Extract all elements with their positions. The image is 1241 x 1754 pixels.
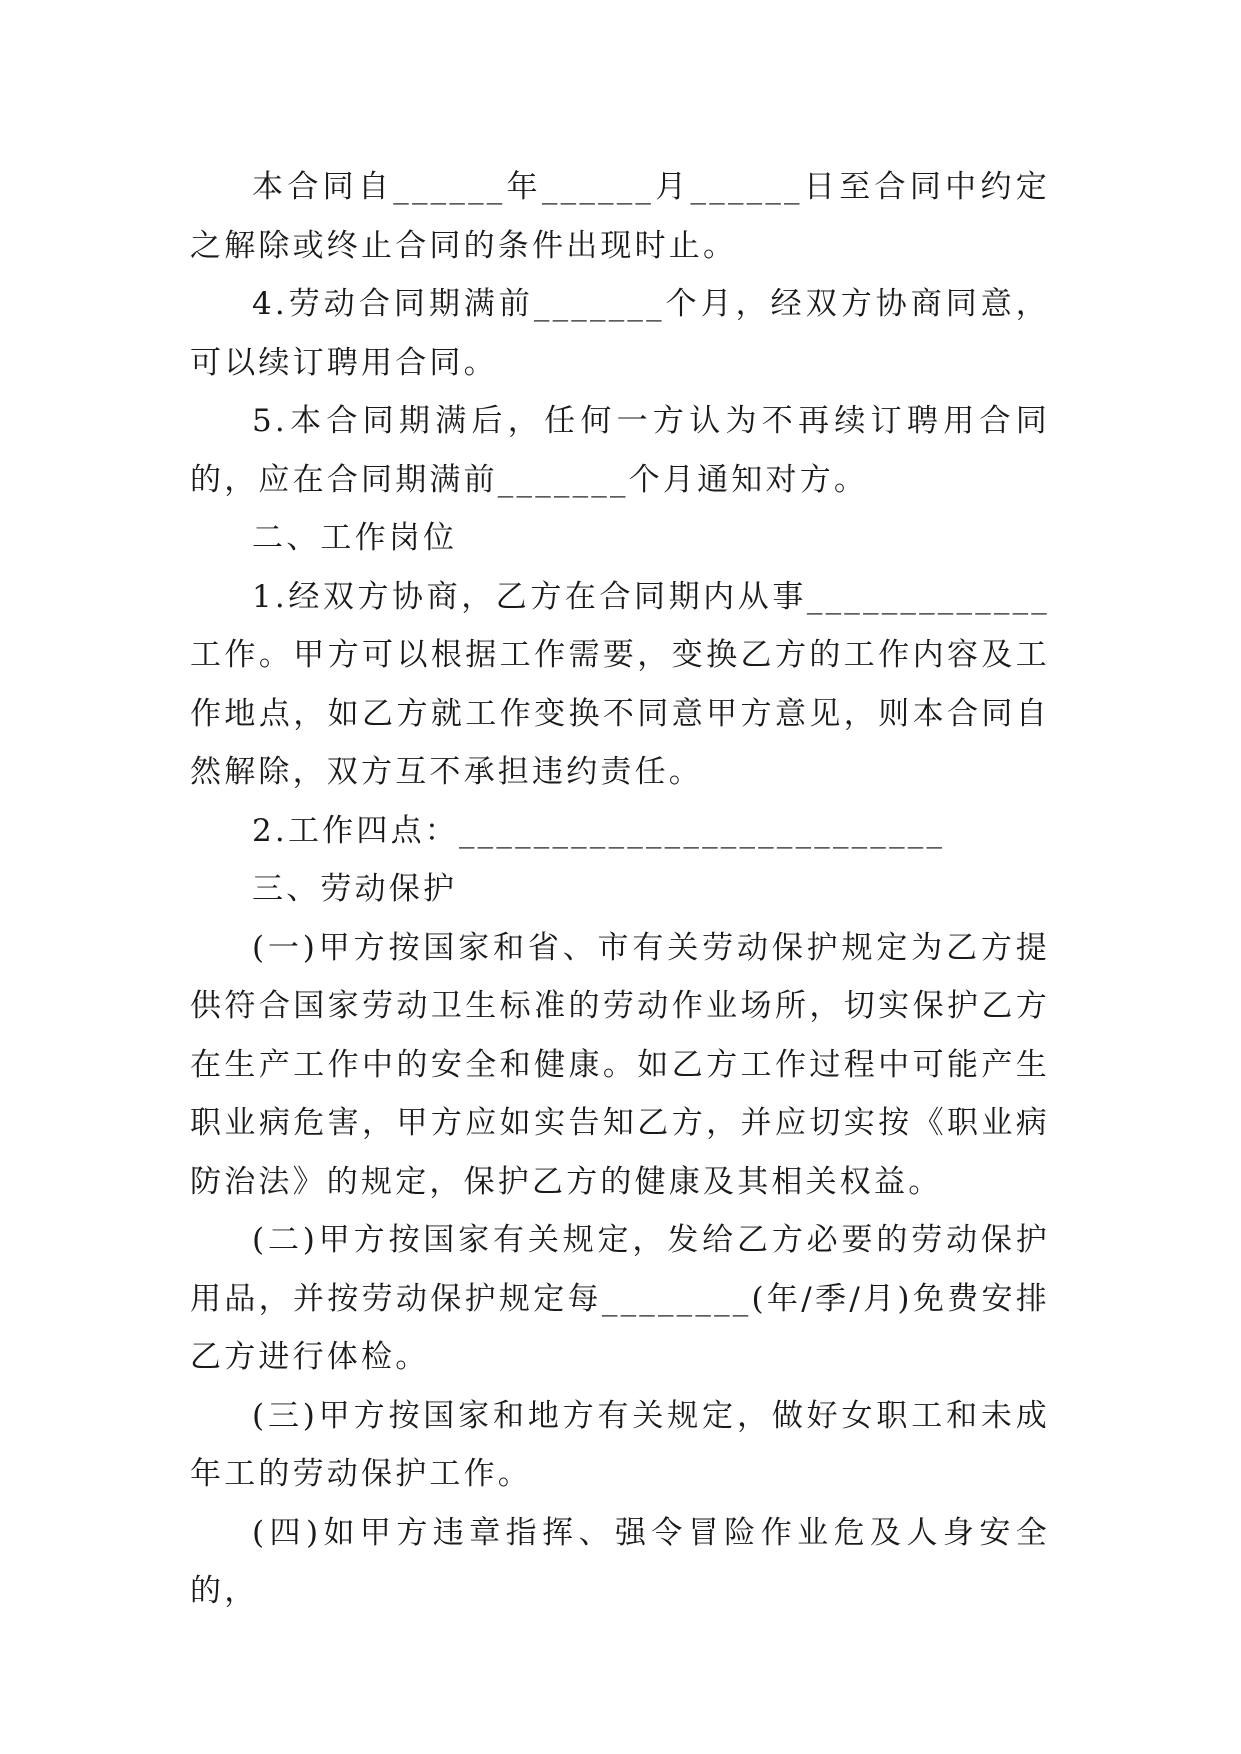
paragraph-protection-3: (三)甲方按国家和地方有关规定，做好女职工和未成年工的劳动保护工作。 (190, 1397, 1050, 1492)
paragraph-protection-4: (四)如甲方违章指挥、强令冒险作业危及人身安全的， (190, 1514, 1050, 1609)
paragraph-work-content: 1.经双方协商，乙方在合同期内从事_____________工作。甲方可以根据工作需要，变换乙方的工作内容及工作地点，如乙方就工作变换不同意甲方意见，则本合同自然解除，双方互不承担违约责任。 (190, 578, 1050, 790)
heading-labor-protection: 三、劳动保护 (252, 871, 458, 907)
paragraph-protection-1: (一)甲方按国家和省、市有关劳动保护规定为乙方提供符合国家劳动卫生标准的劳动作业场所，切实保护乙方在生产工作中的安全和健康。如乙方工作过程中可能产生职业病危害，甲方应如实告知乙方，并应切实按《职业病防治法》的规定，保护乙方的健康及其相关权益。 (190, 929, 1050, 1200)
paragraph-protection-2: (二)甲方按国家有关规定，发给乙方必要的劳动保护用品，并按劳动保护规定每________(年/季/月)免费安排乙方进行体检。 (190, 1222, 1050, 1375)
paragraph-notice: 5.本合同期满后，任何一方认为不再续订聘用合同的，应在合同期满前_______个月通知对方。 (190, 403, 1050, 498)
paragraph-contract-term: 本合同自______年______月______日至合同中约定之解除或终止合同的条件出现时止。 (190, 169, 1050, 264)
paragraph-renewal: 4.劳动合同期满前_______个月，经双方协商同意，可以续订聘用合同。 (190, 286, 1050, 381)
heading-work-position: 二、工作岗位 (252, 520, 458, 556)
paragraph-work-location: 2.工作四点：__________________________ (252, 812, 946, 849)
document-body (190, 158, 1050, 1621)
